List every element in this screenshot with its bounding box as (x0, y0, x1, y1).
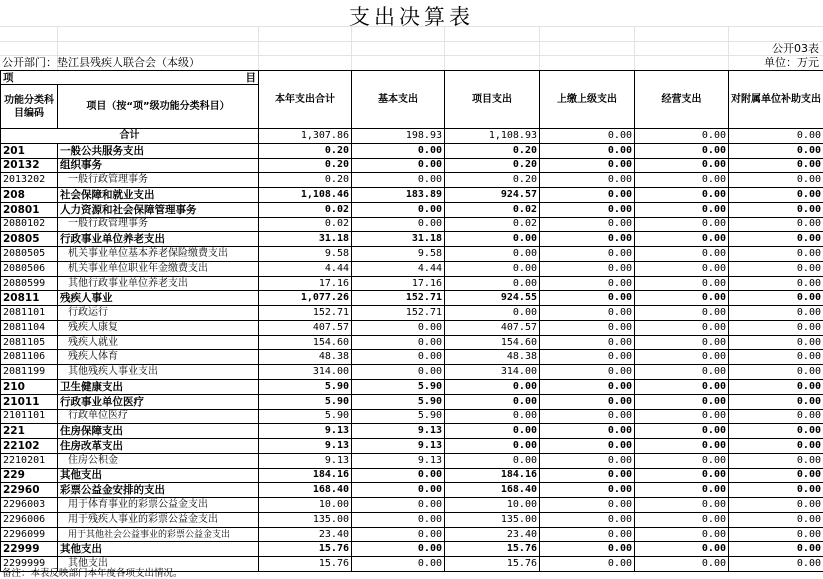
col-header-remit: 上缴上级支出 (540, 71, 635, 129)
total-value: 0.00 (729, 129, 823, 144)
row-value: 0.00 (729, 261, 823, 276)
unit-label: 单位：万元 (764, 56, 819, 70)
row-value: 0.00 (635, 542, 729, 557)
row-value: 0.20 (445, 158, 540, 173)
row-value: 0.00 (540, 527, 635, 542)
row-name: 残疾人体育 (58, 350, 259, 365)
row-value: 0.00 (635, 527, 729, 542)
row-name: 人力资源和社会保障管理事务 (58, 202, 259, 217)
table-row (1, 498, 823, 513)
row-value: 168.40 (259, 483, 352, 498)
row-value: 0.00 (445, 439, 540, 454)
row-name: 用于其他社会公益事业的彩票公益金支出 (58, 527, 259, 542)
row-value: 0.00 (635, 409, 729, 424)
row-value: 48.38 (259, 350, 352, 365)
table-row (1, 306, 823, 321)
row-value: 0.00 (729, 320, 823, 335)
row-name: 一般公共服务支出 (58, 143, 259, 158)
row-value: 0.00 (445, 261, 540, 276)
row-value: 0.00 (635, 439, 729, 454)
row-value: 0.00 (352, 143, 445, 158)
row-value: 0.00 (352, 217, 445, 232)
total-value: 0.00 (540, 129, 635, 144)
gridline (258, 26, 259, 70)
row-value: 0.00 (729, 512, 823, 527)
row-name: 行政事业单位医疗 (58, 394, 259, 409)
row-value: 0.00 (729, 498, 823, 513)
table-row (1, 542, 823, 557)
row-value: 0.02 (259, 217, 352, 232)
row-value: 152.71 (259, 306, 352, 321)
row-name: 其他行政事业单位养老支出 (58, 276, 259, 291)
total-row (1, 129, 823, 144)
row-name: 彩票公益金安排的支出 (58, 483, 259, 498)
row-value: 407.57 (259, 320, 352, 335)
col-header-name: 项目（按“项”级功能分类科目） (58, 85, 259, 129)
row-value: 0.00 (540, 261, 635, 276)
row-code: 2081105 (1, 335, 58, 350)
col-header-operating: 经营支出 (635, 71, 729, 129)
row-value: 0.00 (352, 512, 445, 527)
row-name: 住房保障支出 (58, 424, 259, 439)
row-name: 一般行政管理事务 (58, 173, 259, 188)
row-name: 机关事业单位基本养老保险缴费支出 (58, 247, 259, 262)
header-corner-cell (1, 71, 259, 85)
row-value: 152.71 (352, 306, 445, 321)
expenditure-table (0, 70, 823, 572)
row-value: 0.00 (635, 320, 729, 335)
row-value: 15.76 (445, 557, 540, 572)
row-value: 0.00 (540, 424, 635, 439)
row-value: 0.00 (445, 424, 540, 439)
row-code: 2081199 (1, 365, 58, 380)
total-label: 合计 (1, 129, 259, 144)
row-value: 5.90 (259, 409, 352, 424)
row-value: 0.00 (352, 557, 445, 572)
table-row (1, 483, 823, 498)
row-code: 22102 (1, 439, 58, 454)
row-value: 0.00 (729, 143, 823, 158)
row-value: 0.00 (635, 365, 729, 380)
row-value: 0.00 (729, 394, 823, 409)
row-value: 154.60 (259, 335, 352, 350)
row-name: 其他残疾人事业支出 (58, 365, 259, 380)
row-value: 184.16 (445, 468, 540, 483)
row-value: 0.00 (729, 542, 823, 557)
row-value: 135.00 (259, 512, 352, 527)
row-code: 201 (1, 143, 58, 158)
col-header-basic: 基本支出 (352, 71, 445, 129)
row-value: 0.00 (729, 468, 823, 483)
row-value: 0.00 (540, 380, 635, 395)
row-value: 314.00 (445, 365, 540, 380)
row-value: 0.00 (352, 320, 445, 335)
row-value: 0.00 (729, 247, 823, 262)
total-value: 1,108.93 (445, 129, 540, 144)
row-value: 0.00 (635, 232, 729, 247)
row-code: 22999 (1, 542, 58, 557)
row-value: 9.13 (352, 424, 445, 439)
row-value: 0.00 (729, 350, 823, 365)
row-value: 5.90 (259, 380, 352, 395)
row-code: 2081104 (1, 320, 58, 335)
row-value: 0.00 (729, 202, 823, 217)
table-row (1, 409, 823, 424)
row-value: 0.00 (352, 158, 445, 173)
row-value: 0.00 (729, 306, 823, 321)
col-header-subsidy: 对附属单位补助支出 (729, 71, 823, 129)
row-value: 0.20 (259, 158, 352, 173)
row-value: 0.20 (445, 173, 540, 188)
row-value: 5.90 (352, 394, 445, 409)
row-value: 0.00 (729, 483, 823, 498)
row-value: 0.00 (540, 335, 635, 350)
table-row (1, 468, 823, 483)
table-row (1, 276, 823, 291)
row-value: 0.00 (445, 247, 540, 262)
row-value: 0.00 (540, 247, 635, 262)
row-name: 其他支出 (58, 557, 259, 572)
table-row (1, 202, 823, 217)
table-row (1, 247, 823, 262)
row-value: 0.00 (445, 232, 540, 247)
gridline (728, 26, 729, 70)
table-row (1, 424, 823, 439)
row-code: 208 (1, 188, 58, 203)
row-value: 0.00 (635, 158, 729, 173)
row-value: 0.00 (729, 291, 823, 306)
row-value: 0.00 (352, 542, 445, 557)
row-value: 15.76 (259, 557, 352, 572)
row-value: 0.00 (729, 439, 823, 454)
row-value: 0.00 (352, 527, 445, 542)
row-value: 0.00 (540, 173, 635, 188)
row-value: 0.00 (635, 335, 729, 350)
row-value: 0.00 (540, 320, 635, 335)
row-value: 0.20 (259, 143, 352, 158)
row-value: 9.13 (259, 453, 352, 468)
table-row (1, 173, 823, 188)
row-code: 20805 (1, 232, 58, 247)
row-value: 924.57 (445, 188, 540, 203)
corner-right-label: 目 (246, 72, 257, 84)
row-value: 152.71 (352, 291, 445, 306)
row-code: 2080102 (1, 217, 58, 232)
row-name: 卫生健康支出 (58, 380, 259, 395)
table-row (1, 188, 823, 203)
row-name: 住房改革支出 (58, 439, 259, 454)
row-value: 0.00 (540, 350, 635, 365)
row-code: 21011 (1, 394, 58, 409)
row-name: 住房公积金 (58, 453, 259, 468)
row-value: 0.00 (635, 498, 729, 513)
row-value: 0.00 (635, 453, 729, 468)
row-value: 183.89 (352, 188, 445, 203)
row-value: 0.00 (352, 365, 445, 380)
row-name: 行政事业单位养老支出 (58, 232, 259, 247)
row-code: 2080505 (1, 247, 58, 262)
row-value: 0.20 (259, 173, 352, 188)
row-value: 0.00 (540, 557, 635, 572)
row-value: 0.00 (445, 453, 540, 468)
row-value: 4.44 (259, 261, 352, 276)
row-value: 0.00 (540, 291, 635, 306)
row-value: 9.13 (352, 453, 445, 468)
row-value: 0.00 (635, 247, 729, 262)
row-value: 0.00 (635, 380, 729, 395)
row-value: 1,108.46 (259, 188, 352, 203)
gridline (0, 41, 823, 42)
row-value: 0.00 (445, 306, 540, 321)
row-value: 0.00 (729, 365, 823, 380)
row-name: 机关事业单位职业年金缴费支出 (58, 261, 259, 276)
row-value: 0.00 (635, 468, 729, 483)
corner-left-label: 项 (3, 72, 14, 84)
row-value: 0.00 (635, 143, 729, 158)
row-value: 0.02 (445, 217, 540, 232)
row-value: 0.00 (445, 380, 540, 395)
table-row (1, 232, 823, 247)
row-value: 0.00 (540, 306, 635, 321)
row-value: 10.00 (445, 498, 540, 513)
row-value: 9.58 (352, 247, 445, 262)
row-value: 0.00 (635, 291, 729, 306)
row-value: 0.02 (445, 202, 540, 217)
row-value: 9.13 (352, 439, 445, 454)
row-value: 0.00 (729, 557, 823, 572)
row-value: 0.00 (729, 453, 823, 468)
department-label: 公开部门：垫江县残疾人联合会（本级） (2, 56, 200, 70)
row-value: 23.40 (259, 527, 352, 542)
row-value: 5.90 (352, 409, 445, 424)
row-code: 2080506 (1, 261, 58, 276)
row-value: 184.16 (259, 468, 352, 483)
row-code: 2013202 (1, 173, 58, 188)
row-code: 221 (1, 424, 58, 439)
row-value: 0.00 (729, 335, 823, 350)
row-value: 0.00 (352, 202, 445, 217)
row-name: 用于体育事业的彩票公益金支出 (58, 498, 259, 513)
row-code: 210 (1, 380, 58, 395)
row-value: 0.00 (729, 424, 823, 439)
row-value: 0.02 (259, 202, 352, 217)
footnote: 备注：本表反映部门本年度各项支出情况。 (2, 565, 183, 579)
row-value: 0.00 (540, 217, 635, 232)
row-value: 0.00 (540, 498, 635, 513)
row-name: 行政单位医疗 (58, 409, 259, 424)
form-code: 公开03表 (772, 42, 819, 56)
row-value: 0.20 (445, 143, 540, 158)
row-value: 0.00 (540, 483, 635, 498)
row-value: 0.00 (635, 306, 729, 321)
row-value: 0.00 (729, 527, 823, 542)
row-value: 0.00 (445, 394, 540, 409)
row-value: 0.00 (729, 173, 823, 188)
row-value: 15.76 (259, 542, 352, 557)
row-value: 23.40 (445, 527, 540, 542)
row-code: 2210201 (1, 453, 58, 468)
row-value: 31.18 (259, 232, 352, 247)
col-header-code: 功能分类科目编码 (1, 85, 58, 129)
row-value: 0.00 (635, 483, 729, 498)
row-value: 5.90 (352, 380, 445, 395)
table-row (1, 143, 823, 158)
row-name: 一般行政管理事务 (58, 217, 259, 232)
row-value: 0.00 (540, 188, 635, 203)
total-value: 0.00 (635, 129, 729, 144)
gridline (634, 26, 635, 70)
row-code: 2296099 (1, 527, 58, 542)
row-value: 0.00 (445, 276, 540, 291)
row-value: 407.57 (445, 320, 540, 335)
table-row (1, 512, 823, 527)
row-value: 5.90 (259, 394, 352, 409)
row-value: 0.00 (729, 217, 823, 232)
row-name: 其他支出 (58, 542, 259, 557)
row-code: 20801 (1, 202, 58, 217)
row-value: 0.00 (540, 143, 635, 158)
table-row (1, 350, 823, 365)
row-value: 0.00 (635, 202, 729, 217)
table-row (1, 380, 823, 395)
row-value: 9.13 (259, 424, 352, 439)
row-value: 9.13 (259, 439, 352, 454)
row-value: 0.00 (352, 483, 445, 498)
row-name: 残疾人康复 (58, 320, 259, 335)
row-value: 0.00 (352, 350, 445, 365)
row-code: 2296003 (1, 498, 58, 513)
row-value: 0.00 (635, 173, 729, 188)
row-value: 0.00 (540, 512, 635, 527)
row-value: 31.18 (352, 232, 445, 247)
table-row (1, 527, 823, 542)
row-value: 0.00 (729, 409, 823, 424)
row-code: 22960 (1, 483, 58, 498)
row-code: 229 (1, 468, 58, 483)
row-value: 0.00 (635, 261, 729, 276)
row-code: 20811 (1, 291, 58, 306)
row-value: 0.00 (352, 173, 445, 188)
row-name: 残疾人就业 (58, 335, 259, 350)
gridline (444, 26, 445, 70)
table-row (1, 335, 823, 350)
row-value: 0.00 (635, 394, 729, 409)
col-header-project: 项目支出 (445, 71, 540, 129)
row-value: 0.00 (540, 394, 635, 409)
row-value: 4.44 (352, 261, 445, 276)
row-value: 0.00 (540, 365, 635, 380)
row-name: 其他支出 (58, 468, 259, 483)
table-row (1, 453, 823, 468)
row-value: 0.00 (635, 557, 729, 572)
table-row (1, 394, 823, 409)
row-value: 0.00 (540, 158, 635, 173)
col-header-total: 本年支出合计 (259, 71, 352, 129)
row-value: 0.00 (540, 276, 635, 291)
row-value: 0.00 (352, 468, 445, 483)
row-value: 9.58 (259, 247, 352, 262)
row-value: 0.00 (635, 217, 729, 232)
row-value: 1,077.26 (259, 291, 352, 306)
row-value: 0.00 (352, 335, 445, 350)
total-value: 1,307.86 (259, 129, 352, 144)
row-value: 17.16 (352, 276, 445, 291)
row-value: 154.60 (445, 335, 540, 350)
row-value: 135.00 (445, 512, 540, 527)
row-value: 0.00 (635, 350, 729, 365)
row-value: 0.00 (635, 188, 729, 203)
row-value: 0.00 (729, 158, 823, 173)
row-value: 924.55 (445, 291, 540, 306)
row-name: 用于残疾人事业的彩票公益金支出 (58, 512, 259, 527)
row-code: 2101101 (1, 409, 58, 424)
row-value: 0.00 (729, 188, 823, 203)
row-name: 残疾人事业 (58, 291, 259, 306)
table-row (1, 291, 823, 306)
row-value: 0.00 (540, 409, 635, 424)
gridline (351, 26, 352, 70)
row-value: 0.00 (729, 232, 823, 247)
row-value: 0.00 (635, 276, 729, 291)
row-value: 0.00 (635, 512, 729, 527)
row-value: 0.00 (540, 232, 635, 247)
gridline (539, 26, 540, 70)
table-row (1, 320, 823, 335)
row-value: 0.00 (540, 439, 635, 454)
row-code: 2299999 (1, 557, 58, 572)
row-name: 行政运行 (58, 306, 259, 321)
row-code: 2296006 (1, 512, 58, 527)
row-value: 0.00 (729, 380, 823, 395)
row-value: 0.00 (729, 276, 823, 291)
row-name: 组织事务 (58, 158, 259, 173)
table-row (1, 365, 823, 380)
row-value: 0.00 (540, 453, 635, 468)
row-value: 15.76 (445, 542, 540, 557)
row-value: 48.38 (445, 350, 540, 365)
page-title: 支出决算表 (0, 2, 823, 32)
row-value: 0.00 (540, 468, 635, 483)
row-value: 0.00 (540, 202, 635, 217)
table-row (1, 261, 823, 276)
row-code: 2081101 (1, 306, 58, 321)
table-row (1, 217, 823, 232)
row-value: 0.00 (635, 424, 729, 439)
row-name: 社会保障和就业支出 (58, 188, 259, 203)
row-value: 0.00 (445, 409, 540, 424)
row-value: 17.16 (259, 276, 352, 291)
row-value: 10.00 (259, 498, 352, 513)
row-value: 314.00 (259, 365, 352, 380)
table-row (1, 158, 823, 173)
row-code: 2081106 (1, 350, 58, 365)
row-value: 0.00 (352, 498, 445, 513)
row-code: 2080599 (1, 276, 58, 291)
row-value: 168.40 (445, 483, 540, 498)
row-value: 0.00 (540, 542, 635, 557)
table-row (1, 439, 823, 454)
total-value: 198.93 (352, 129, 445, 144)
row-code: 20132 (1, 158, 58, 173)
